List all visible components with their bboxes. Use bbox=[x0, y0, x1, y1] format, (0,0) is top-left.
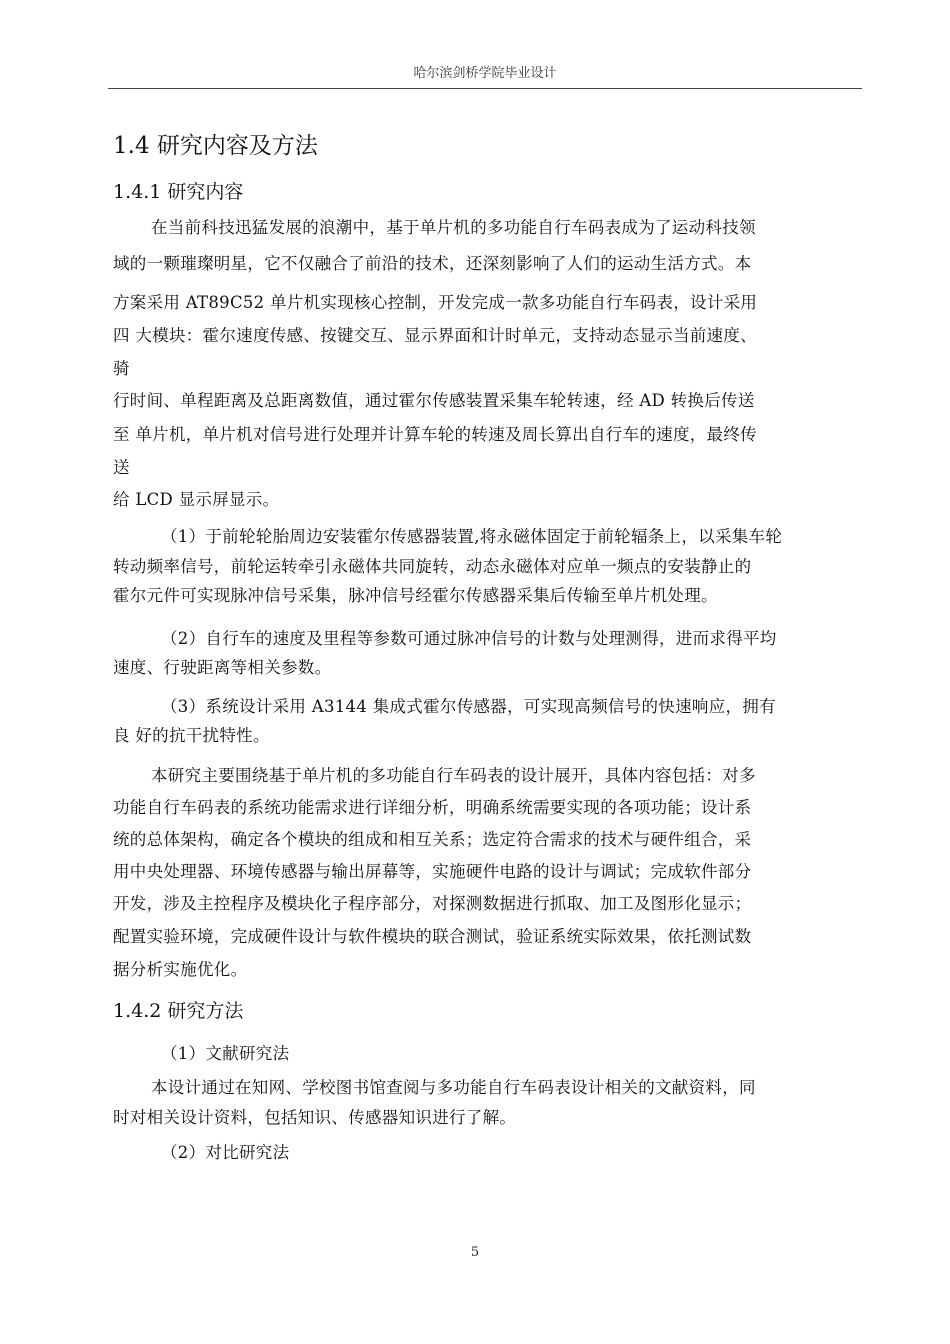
page-header: 哈尔滨剑桥学院毕业设计 bbox=[413, 66, 557, 81]
header-divider bbox=[108, 88, 862, 89]
paragraph-line: 开发，涉及主控程序及模块化子程序部分，对探测数据进行抓取、加工及图形化显示； bbox=[113, 894, 752, 913]
list-item-line: 良 好的抗干扰特性。 bbox=[113, 726, 270, 745]
subsection-heading-research-methods: 1.4.2 研究方法 bbox=[113, 1000, 244, 1022]
paragraph-line: 至 单片机，单片机对信号进行处理并计算车轮的转速及周长算出自行车的速度，最终传 bbox=[113, 425, 757, 444]
paragraph-line: 给 LCD 显示屏显示。 bbox=[113, 490, 280, 509]
method-heading: （2）对比研究法 bbox=[161, 1143, 290, 1162]
list-item-line: 转动频率信号，前轮运转牵引永磁体共同旋转，动态永磁体对应单一频点的安装静止的 bbox=[113, 557, 752, 576]
paragraph-line: 本研究主要围绕基于单片机的多功能自行车码表的设计展开，具体内容包括：对多 bbox=[151, 766, 756, 785]
list-item-line: 速度、行驶距离等相关参数。 bbox=[113, 658, 332, 677]
paragraph-line: 功能自行车码表的系统功能需求进行详细分析，明确系统需要实现的各项功能；设计系 bbox=[113, 798, 752, 817]
list-item-line: 霍尔元件可实现脉冲信号采集，脉冲信号经霍尔传感器采集后传输至单片机处理。 bbox=[113, 586, 718, 605]
paragraph-line: 送 bbox=[113, 458, 130, 477]
subsection-heading-research-content: 1.4.1 研究内容 bbox=[113, 181, 244, 203]
list-item-line: （2）自行车的速度及里程等参数可通过脉冲信号的计数与处理测得，进而求得平均 bbox=[161, 629, 777, 648]
paragraph-line: 配置实验环境，完成硬件设计与软件模块的联合测试，验证系统实际效果，依托测试数 bbox=[113, 927, 752, 946]
list-item-line: （3）系统设计采用 A3144 集成式霍尔传感器，可实现高频信号的快速响应，拥有 bbox=[161, 697, 776, 716]
list-item-line: （1）于前轮轮胎周边安装霍尔传感器装置,将永磁体固定于前轮辐条上，以采集车轮 bbox=[161, 527, 783, 546]
paragraph-line: 本设计通过在知网、学校图书馆查阅与多功能自行车码表设计相关的文献资料，同 bbox=[151, 1078, 756, 1097]
paragraph-line: 方案采用 AT89C52 单片机实现核心控制，开发完成一款多功能自行车码表，设计采用 bbox=[113, 293, 758, 312]
paragraph-line: 行时间、单程距离及总距离数值，通过霍尔传感装置采集车轮转速，经 AD 转换后传送 bbox=[113, 391, 755, 410]
page-number: 5 bbox=[470, 1245, 480, 1260]
paragraph-line: 用中央处理器、环境传感器与输出屏幕等，实施硬件电路的设计与调试；完成软件部分 bbox=[113, 862, 752, 881]
paragraph-line: 域的一颗璀璨明星，它不仅融合了前沿的技术，还深刻影响了人们的运动生活方式。本 bbox=[113, 254, 752, 273]
paragraph-line: 四 大模块：霍尔速度传感、按键交互、显示界面和计时单元，支持动态显示当前速度、 bbox=[113, 326, 757, 345]
paragraph-line: 时对相关设计资料，包括知识、传感器知识进行了解。 bbox=[113, 1108, 517, 1127]
paragraph-line: 统的总体架构，确定各个模块的组成和相互关系；选定符合需求的技术与硬件组合，采 bbox=[113, 830, 752, 849]
paragraph-line: 在当前科技迅猛发展的浪潮中，基于单片机的多功能自行车码表成为了运动科技领 bbox=[151, 218, 756, 237]
paragraph-line: 据分析实施优化。 bbox=[113, 960, 248, 979]
method-heading: （1）文献研究法 bbox=[161, 1044, 290, 1063]
section-heading: 1.4 研究内容及方法 bbox=[113, 133, 318, 159]
paragraph-line: 骑 bbox=[113, 359, 130, 378]
